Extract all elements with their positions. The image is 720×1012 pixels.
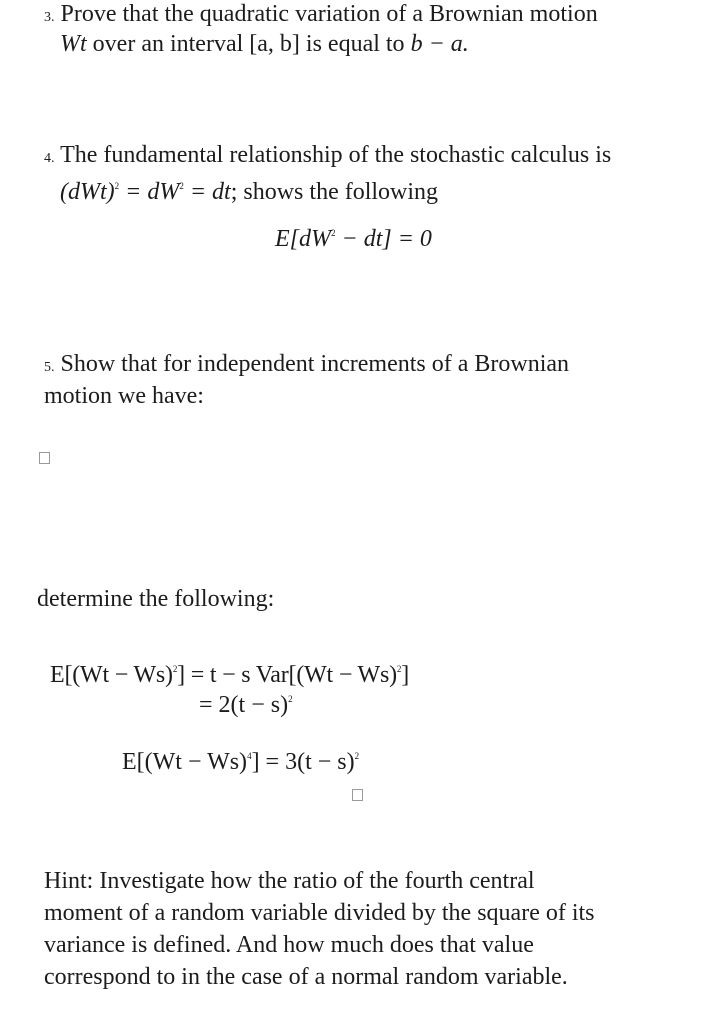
eq1-part-a: E[(Wt − Ws) [50,662,173,688]
superscript-2: 2 [331,228,336,238]
superscript-4: 4 [247,751,252,761]
missing-image-icon [39,451,50,469]
eq3-part-a: E[(Wt − Ws) [122,749,248,775]
relation-dw: = dW [119,179,180,205]
superscript-2: 2 [354,751,360,761]
question-5-text: Show that for independent increments of a Brownian [60,351,570,377]
eq1-part-c: ] [401,662,410,688]
relation-dt: = dt [183,179,231,205]
hint-block [44,865,595,993]
eq2-part-a: = 2(t − s) [199,692,289,718]
b-minus-a-expression: b − a. [410,31,469,57]
question-3-interval-text: over an interval [a, b] is equal to [86,31,411,57]
hint-line-3: variance is defined. And how much does that value [44,932,534,958]
equation-line-2 [199,685,293,719]
equation-line-3 [122,742,359,776]
hint-line-2: moment of a random variable divided by the square of its [44,900,595,926]
question-4-number: 4. [44,151,55,166]
superscript-2: 2 [114,181,120,191]
equation-expectation: E[dW [275,226,331,252]
question-5-number: 5. [44,360,55,375]
question-3-line-1 [44,0,598,32]
superscript-2: 2 [396,664,402,674]
hint-line-1: Hint: Investigate how the ratio of the fourth central [44,868,535,894]
question-4-equation [275,219,432,253]
superscript-2: 2 [179,181,184,191]
equation-line-1 [50,655,409,689]
question-3-number: 3. [44,10,55,25]
question-4-relation [60,172,438,206]
hint-line-4: correspond to in the case of a normal random variable. [44,964,568,990]
question-3-text: Prove that the quadratic variation of a Brownian motion [60,1,598,27]
question-4-text: The fundamental relationship of the stochastic calculus is [60,142,612,168]
equation-rest: − dt] = 0 [335,226,432,252]
relation-dwt: (dWt) [60,179,115,205]
relation-tail-text: ; shows the following [230,179,439,205]
question-5-line-1 [44,350,569,382]
wt-variable: Wt [60,31,87,57]
superscript-2: 2 [172,664,178,674]
eq3-part-b: ] = 3(t − s) [251,749,355,775]
question-5-line-2: motion we have: [44,383,204,409]
superscript-2: 2 [288,694,293,704]
question-4-line-1 [44,141,611,173]
determine-text: determine the following: [37,586,275,612]
eq1-part-b: ] = t − s Var[(Wt − Ws) [177,662,397,688]
missing-image-icon [352,788,363,806]
question-3-line-2 [60,30,469,58]
